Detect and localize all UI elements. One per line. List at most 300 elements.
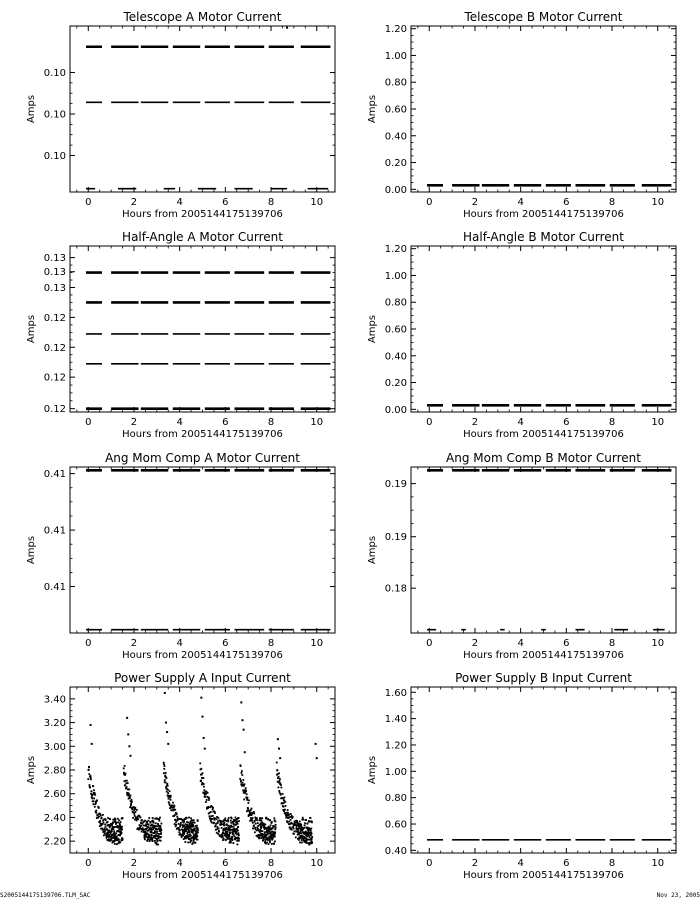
data-point [310,817,312,819]
data-point [268,843,270,845]
data-point [160,826,162,828]
data-point [247,797,249,799]
x-tick-label: 6 [563,638,570,649]
data-point [228,829,230,831]
data-point [237,826,239,828]
data-point [115,832,117,834]
data-point [200,697,202,699]
data-point [197,831,199,833]
data-point [257,822,259,824]
data-point [164,765,166,767]
data-point [158,833,160,835]
data-point [175,824,177,826]
data-point [93,798,95,800]
data-point [223,838,225,840]
data-point [176,816,178,818]
data-point [146,840,148,842]
y-tick-label: 3.20 [43,718,66,730]
data-point [167,785,169,787]
y-tick-label: 0.10 [43,67,66,79]
data-point [120,821,122,823]
data-point [99,825,101,827]
y-tick-label: 0.80 [384,77,407,89]
data-point [255,823,257,825]
x-tick-label: 8 [608,417,616,428]
data-point [160,829,162,831]
data-point [93,800,95,802]
data-point [221,827,223,829]
data-point [229,840,231,842]
data-point [173,809,175,811]
y-tick-label: 0.12 [43,342,66,354]
data-point [246,799,248,801]
data-point [311,833,313,835]
y-tick-label: 1.40 [384,714,407,726]
x-tick-label: 0 [426,417,433,428]
data-point [271,843,273,845]
data-point [228,825,230,827]
data-point [104,824,106,826]
data-point [117,821,119,823]
data-point [122,817,124,819]
data-point [295,837,297,839]
data-point [235,824,237,826]
x-tick-label: 0 [426,197,433,208]
data-point [240,780,242,782]
y-tick-label: 0.20 [384,378,407,390]
data-point [95,812,97,814]
data-point [274,821,276,823]
data-point [261,821,263,823]
data-point [186,837,188,839]
data-point [149,840,151,842]
chart-title: Ang Mom Comp B Motor Current [446,451,641,465]
data-point [168,803,170,805]
data-point [156,831,158,833]
data-point [204,748,206,750]
data-point [265,817,267,819]
data-point [273,817,275,819]
data-point [165,782,167,784]
data-point [102,829,104,831]
data-point [183,832,185,834]
data-point [223,825,225,827]
data-point [148,838,150,840]
data-point [229,835,231,837]
data-point [289,823,291,825]
data-point [267,839,269,841]
y-tick-label: 2.60 [43,789,66,801]
data-point [240,765,242,767]
data-point [113,828,115,830]
data-point [263,823,265,825]
data-point [284,797,286,799]
y-axis-label: Amps [26,535,37,565]
data-point [245,790,247,792]
data-point [123,772,125,774]
data-point [215,825,217,827]
data-point [164,779,166,781]
data-point [238,834,240,836]
chart-title: Power Supply A Input Current [114,671,291,685]
data-point [266,827,268,829]
data-point [166,731,168,733]
data-point [274,831,276,833]
data-point [238,840,240,842]
x-tick-label: 0 [85,638,92,649]
data-point [237,823,239,825]
data-point [153,822,155,824]
data-point [140,816,142,818]
y-tick-label: 0.12 [43,404,66,416]
data-point [104,828,106,830]
data-point [199,762,201,764]
data-point [264,824,266,826]
data-point [226,820,228,822]
data-point [221,823,223,825]
x-tick-label: 10 [651,417,665,428]
data-point [217,822,219,824]
data-point [236,833,238,835]
data-point [293,830,295,832]
y-axis-label: Amps [367,755,378,785]
data-point [116,835,118,837]
data-point [220,820,222,822]
x-tick-label: 8 [608,638,616,649]
chart-telescope-a [26,10,335,220]
data-point [99,820,101,822]
x-tick-label: 10 [651,197,665,208]
data-point [264,831,266,833]
data-point [142,823,144,825]
data-point [94,806,96,808]
data-point [154,831,156,833]
data-point [203,789,205,791]
data-point [103,822,105,824]
data-point [183,821,185,823]
chart-half-angle-b [367,230,676,440]
data-point [175,821,177,823]
x-tick-label: 6 [222,417,229,428]
data-point [285,805,287,807]
data-point [206,799,208,801]
data-point [163,772,165,774]
y-tick-label: 0.40 [384,351,407,363]
x-tick-label: 2 [471,638,479,649]
data-point [302,817,304,819]
data-point [311,841,313,843]
data-point [118,819,120,821]
y-tick-label: 0.00 [384,184,407,196]
data-point [197,829,199,831]
data-point [171,804,173,806]
data-point [184,841,186,843]
data-point [232,842,234,844]
data-point [131,801,133,803]
data-point [290,819,292,821]
data-point [87,778,89,780]
data-point [146,821,148,823]
data-point [276,762,278,764]
data-point [208,797,210,799]
y-axis-label: Amps [367,535,378,565]
data-point [149,834,151,836]
data-point [159,817,161,819]
data-point [102,814,104,816]
y-tick-label: 0.10 [43,109,66,121]
data-point [119,841,121,843]
x-tick-label: 8 [267,638,275,649]
data-point [142,828,144,830]
data-point [95,810,97,812]
plot-frame [411,467,676,633]
data-point [92,803,94,805]
data-point [248,799,250,801]
data-point [133,813,135,815]
x-axis-label: Hours from 2005144175139706 [463,870,624,881]
y-tick-label: 1.20 [384,740,407,752]
footer-date: Nov 23, 2005 [656,892,700,899]
data-point [260,824,262,826]
data-point [253,825,255,827]
data-point [236,840,238,842]
x-tick-label: 4 [176,197,183,208]
data-point [165,772,167,774]
x-tick-label: 10 [310,638,324,649]
chart-title: Telescope B Motor Current [464,10,623,24]
data-point [197,820,199,822]
data-point [234,817,236,819]
data-point [182,835,184,837]
x-tick-label: 2 [471,197,479,208]
data-point [227,831,229,833]
data-point [94,792,96,794]
data-point [243,799,245,801]
data-point [117,818,119,820]
x-tick-label: 10 [651,858,665,869]
data-point [316,757,318,759]
data-point [121,832,123,834]
data-point [207,806,209,808]
data-point [260,819,262,821]
data-point [163,763,165,765]
data-point [105,819,107,821]
data-point [205,796,207,798]
data-point [243,729,245,731]
data-point [217,826,219,828]
data-point [175,819,177,821]
data-point [218,831,220,833]
data-point [245,787,247,789]
data-point [284,801,286,803]
data-point [278,786,280,788]
data-point [233,826,235,828]
data-point [241,770,243,772]
data-point [208,799,210,801]
data-point [151,835,153,837]
data-point [143,825,145,827]
data-point [152,817,154,819]
data-point [118,839,120,841]
data-point [125,782,127,784]
data-point [119,835,121,837]
data-point [261,833,263,835]
x-tick-label: 8 [267,197,275,208]
data-point [238,817,240,819]
data-point [93,789,95,791]
y-tick-label: 1.00 [384,766,407,778]
chart-half-angle-a [26,230,335,440]
data-point [216,818,218,820]
data-point [258,836,260,838]
data-point [278,776,280,778]
x-tick-label: 10 [310,858,324,869]
data-point [115,818,117,820]
data-point [166,777,168,779]
y-tick-label: 1.00 [384,50,407,62]
chart-telescope-b [367,10,676,220]
y-tick-label: 0.60 [384,324,407,336]
x-axis-label: Hours from 2005144175139706 [463,209,624,220]
data-point [227,819,229,821]
x-tick-label: 10 [310,417,324,428]
data-point [106,828,108,830]
data-point [147,833,149,835]
data-point [280,784,282,786]
data-point [144,820,146,822]
x-tick-label: 4 [176,417,183,428]
data-point [202,716,204,718]
data-point [113,832,115,834]
data-point [174,809,176,811]
plot-frame [70,246,335,412]
data-point [269,841,271,843]
data-point [130,755,132,757]
data-point [211,822,213,824]
data-point [186,817,188,819]
y-tick-label: 0.60 [384,104,407,116]
data-point [219,835,221,837]
data-point [128,788,130,790]
data-point [140,825,142,827]
data-point [167,743,169,745]
x-axis-label: Hours from 2005144175139706 [122,429,283,440]
data-point [88,773,90,775]
data-point [254,831,256,833]
data-point [124,784,126,786]
data-point [123,767,125,769]
data-point [190,817,192,819]
data-point [194,828,196,830]
data-point [212,807,214,809]
data-point [231,836,233,838]
y-tick-label: 3.40 [43,694,66,706]
data-point [214,812,216,814]
y-tick-label: 0.40 [384,131,407,143]
data-point [151,831,153,833]
y-tick-label: 2.80 [43,765,66,777]
data-point [275,824,277,826]
y-tick-label: 0.80 [384,793,407,805]
data-point [101,817,103,819]
x-axis-label: Hours from 2005144175139706 [122,650,283,661]
data-point [170,795,172,797]
data-point [299,821,301,823]
y-tick-label: 1.20 [384,24,407,36]
data-point [247,802,249,804]
plot-frame [411,687,676,853]
data-point [259,819,261,821]
y-axis-label: Amps [26,94,37,124]
data-point [176,813,178,815]
data-point [231,839,233,841]
chart-title: Telescope A Motor Current [123,10,282,24]
data-point [121,829,123,831]
data-point [243,783,245,785]
data-point [292,816,294,818]
data-point [144,838,146,840]
data-point [160,832,162,834]
data-point [291,829,293,831]
data-point [90,778,92,780]
data-point [283,806,285,808]
data-point [95,802,97,804]
data-point [103,834,105,836]
data-point [107,821,109,823]
y-axis-label: Amps [26,755,37,785]
y-tick-label: 0.20 [384,158,407,170]
data-point [310,828,312,830]
data-point [286,27,288,29]
data-point [276,770,278,772]
data-point [174,823,176,825]
data-point [300,824,302,826]
data-point [279,780,281,782]
plot-frame [70,467,335,633]
data-point [251,819,253,821]
data-point [266,842,268,844]
data-point [163,762,165,764]
data-point [250,817,252,819]
data-point [272,838,274,840]
x-tick-label: 2 [130,417,138,428]
y-tick-label: 3.00 [43,741,66,753]
data-point [253,812,255,814]
data-point [100,815,102,817]
y-tick-label: 0.19 [384,532,407,544]
data-point [284,809,286,811]
y-tick-label: 0.18 [384,583,407,595]
x-tick-label: 6 [222,638,229,649]
data-point [290,813,292,815]
chart-power-supply-a [26,671,335,881]
data-point [244,751,246,753]
data-point [280,794,282,796]
data-point [160,840,162,842]
data-point [126,786,128,788]
data-point [91,790,93,792]
chart-title: Power Supply B Input Current [455,671,632,685]
data-point [185,835,187,837]
data-point [236,828,238,830]
data-point [256,819,258,821]
data-point [274,840,276,842]
y-axis-label: Amps [367,94,378,124]
y-tick-label: 1.20 [384,244,407,256]
data-point [203,737,205,739]
data-point [177,818,179,820]
data-point [152,840,154,842]
